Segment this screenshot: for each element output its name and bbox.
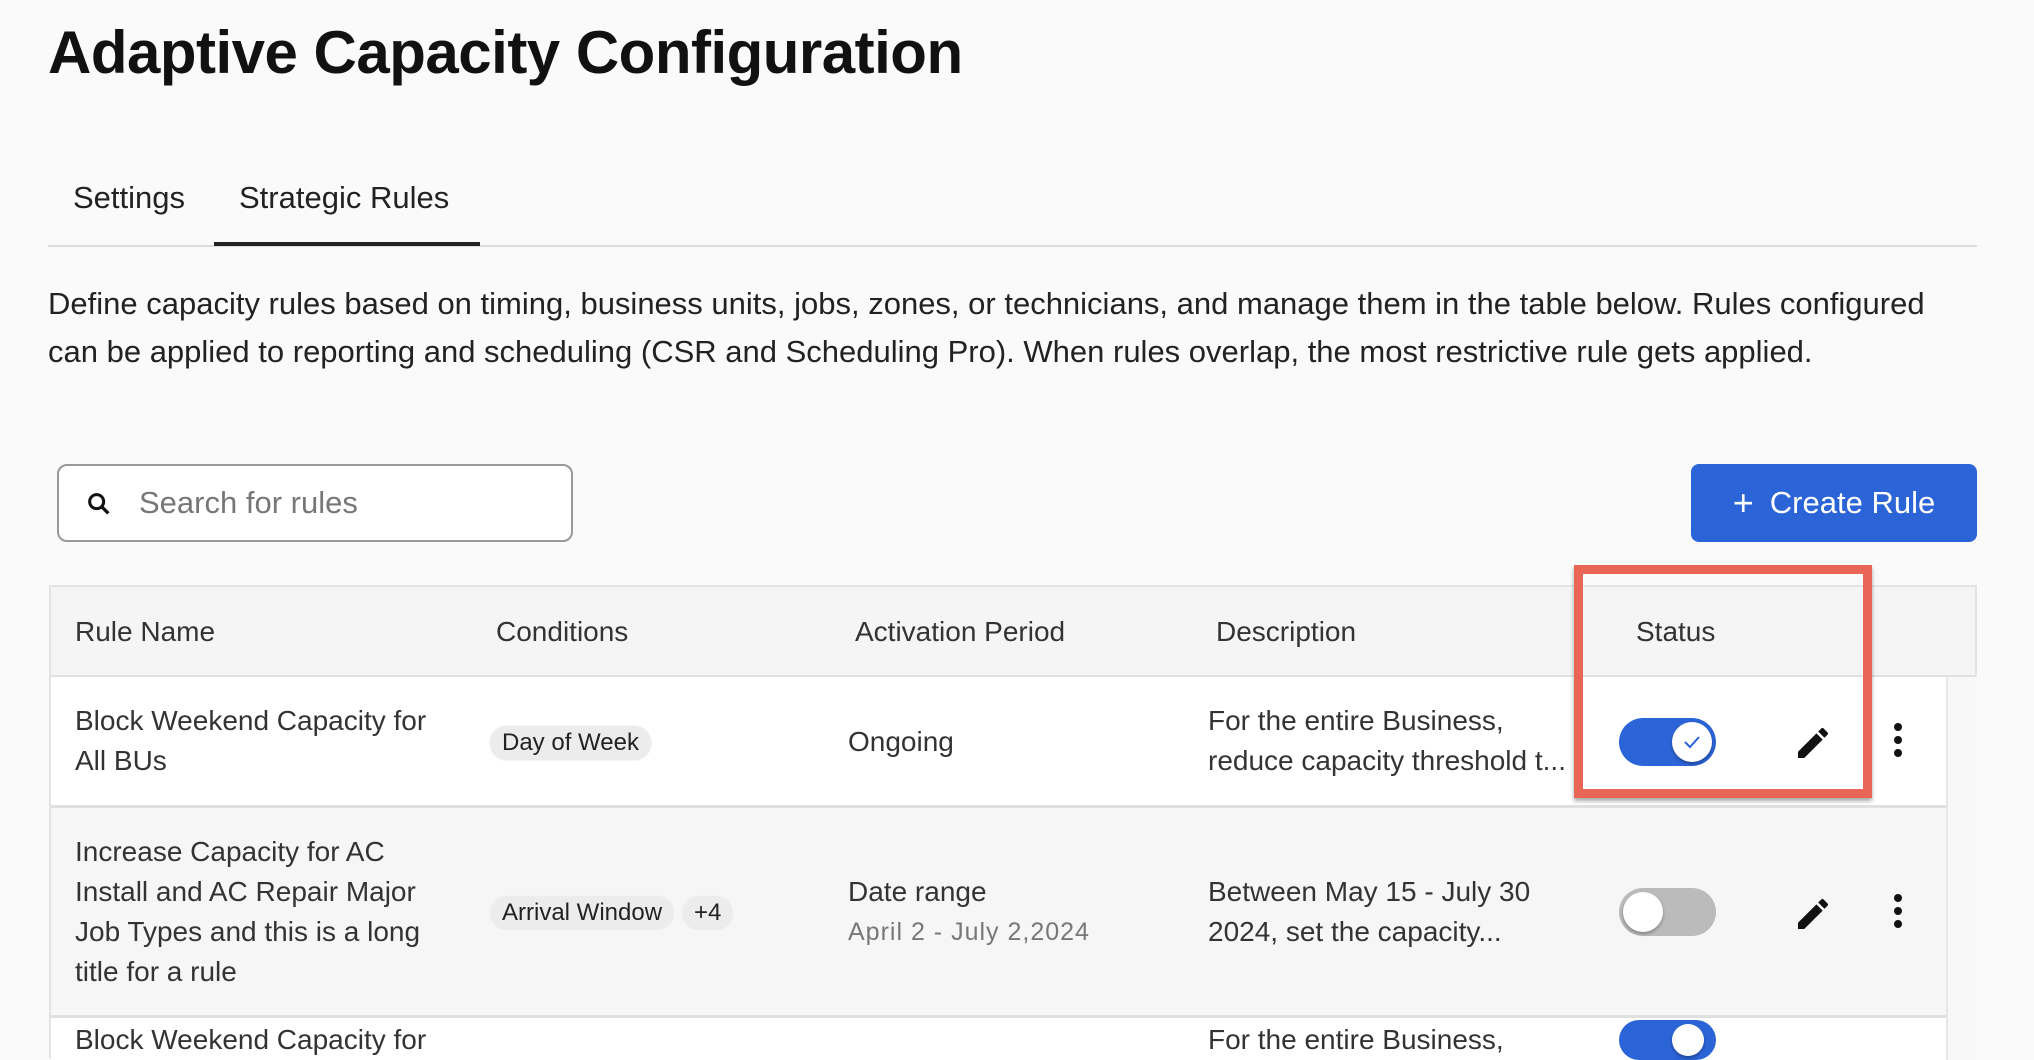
activation-period: Ongoing xyxy=(848,726,954,757)
activation-period: Date range xyxy=(848,876,987,907)
toggle-knob xyxy=(1623,892,1663,932)
condition-chip: Day of Week xyxy=(489,725,652,761)
search-icon xyxy=(85,490,113,518)
conditions-cell xyxy=(489,895,740,931)
header-activation-period[interactable]: Activation Period xyxy=(855,616,1066,647)
status-highlight-box xyxy=(1574,565,1872,798)
header-status[interactable]: Status xyxy=(1636,616,1716,647)
more-conditions-chip[interactable]: +4 xyxy=(681,895,734,931)
more-options-icon[interactable] xyxy=(1894,723,1904,757)
create-rule-button[interactable] xyxy=(1691,464,1977,542)
conditions-cell xyxy=(489,725,658,761)
description-line: For the entire Business, xyxy=(1208,705,1504,736)
page-description: Define capacity rules based on timing, business units, jobs, zones, or technicians, and manage them in the table below. Rules configured can be applied to reporting and scheduling (CSR and Scheduling Pro). When rules overlap, the most restrictive rule gets applied. xyxy=(48,286,1925,369)
edit-pencil-icon[interactable] xyxy=(1793,894,1833,934)
tab-settings[interactable]: Settings xyxy=(73,180,186,215)
page-title: Adaptive Capacity Configuration xyxy=(48,19,963,86)
header-conditions[interactable]: Conditions xyxy=(496,616,629,647)
active-tab-indicator xyxy=(214,242,480,246)
status-toggle[interactable] xyxy=(1619,888,1716,936)
description-line: Between May 15 - July 30 xyxy=(1208,876,1531,907)
header-description[interactable]: Description xyxy=(1216,616,1357,647)
header-rule-name[interactable]: Rule Name xyxy=(75,616,216,647)
rule-name: Increase Capacity for AC Install and AC Repair Major Job Types and this is a long title for a rule xyxy=(75,836,421,987)
plus-icon: + xyxy=(1732,482,1754,523)
tab-strategic-rules[interactable]: Strategic Rules xyxy=(239,180,450,215)
more-options-icon[interactable] xyxy=(1894,894,1904,928)
create-rule-label: Create Rule xyxy=(1769,485,1936,520)
table-row[interactable] xyxy=(51,1018,1946,1060)
description-line: 2024, set the capacity... xyxy=(1208,916,1502,947)
table-row[interactable] xyxy=(51,808,1946,1018)
condition-chip: Arrival Window xyxy=(489,895,675,931)
activation-dates: April 2 - July 2,2024 xyxy=(848,918,1090,946)
description-line: For the entire Business, xyxy=(1208,1024,1504,1055)
status-toggle[interactable] xyxy=(1619,1020,1716,1060)
search-box[interactable] xyxy=(57,464,573,542)
rule-name: Block Weekend Capacity for All BUs xyxy=(75,705,427,776)
vertical-scrollbar[interactable] xyxy=(1946,677,1977,1060)
search-input[interactable] xyxy=(139,480,559,526)
description-line: reduce capacity threshold t... xyxy=(1208,745,1566,776)
toggle-knob xyxy=(1672,1024,1704,1056)
rule-name: Block Weekend Capacity for xyxy=(75,1024,427,1055)
